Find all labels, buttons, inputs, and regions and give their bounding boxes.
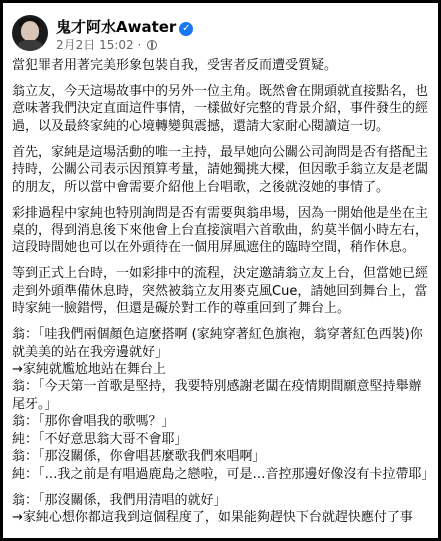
dialogue-line: 翁：「哇我們兩個顏色這麼搭啊 (家純穿著紅色旗袍，翁穿著紅色西裝)你就美美的站在我旁邊就好」 [12, 327, 423, 360]
paragraph: 翁立友，今天這場故事中的另外一位主角。既然會在開頭就直接點名，也意味著我們決定直面這件事情，一樣做好完整的背景介紹，事件發生的經過，以及最終家純的心境轉變與震撼，還請大家耐心閱讀這一切。 [12, 84, 429, 134]
dialogue-line: →家純心想你都這我到這個程度了，如果能夠趕快下台就趕快應付了事 [12, 509, 413, 525]
paragraph: 首先，家純是這場活動的唯一主持，最早她向公關公司詢問是否有搭配主持時，公關公司表示因預算考量，請她獨挑大樑，但因歌手翁立友是老闆的朋友，所以當中會需要介紹他上台唱歌，之後就沒她的事情了。 [12, 144, 429, 195]
dialogue-line: 翁：「那你會唱我的歌嗎？」 [12, 414, 175, 430]
globe-icon [147, 40, 157, 50]
post-header [12, 15, 429, 57]
dialogue-line: 純：「…我之前是有唱過鹿島之戀啦，可是…音控那邊好像沒有卡拉帶耶」 [12, 466, 435, 482]
dialogue-line: 翁：「那沒關係，我們用清唱的就好」 [12, 492, 227, 508]
dialogue-line: 純：「不好意思翁大哥不會耶」 [12, 431, 188, 447]
post-meta: 2月2日 15:02 · [56, 36, 157, 53]
author-name[interactable]: 鬼才阿水Awater ✓ [56, 16, 193, 37]
avatar[interactable] [12, 15, 48, 51]
verified-badge-icon: ✓ [179, 22, 193, 36]
dialogue-line: 翁：「那沒關係，你會唱甚麼歌我們來唱啊」 [12, 449, 266, 465]
post-timestamp[interactable]: 2月2日 15:02 [56, 38, 134, 52]
paragraph: 當犯罪者用著完美形象包裝自我，受害者反而遭受質疑。 [12, 58, 338, 73]
dialogue-line: 翁：「今天第一首歌是堅持，我要特別感謝老闆在疫情期間願意堅持舉辦尾牙。」 [12, 379, 422, 412]
dialogue-line: →家純就尷尬地站在舞台上 [12, 362, 166, 378]
facebook-post [6, 6, 435, 535]
post-body [12, 57, 435, 526]
paragraph: 等到正式上台時，一如彩排中的流程，決定邀請翁立友上台，但當她已經走到外頭準備休息時，突然被翁立友用麥克風Cue，請她回到舞台上，當時家純一臉錯愕，但還是礙於對工作的尊重回到了舞台上。 [12, 266, 429, 317]
paragraph: 彩排過程中家純也特別詢問是否有需要與翁串場，因為一開始他是坐在主桌的，得到消息後下來他會上台直接演唱六首歌曲，約莫半個小時左右，這段時間她也可以在外頭待在一個用屏風遮住的臨時空間，稍作休息。 [12, 205, 429, 256]
